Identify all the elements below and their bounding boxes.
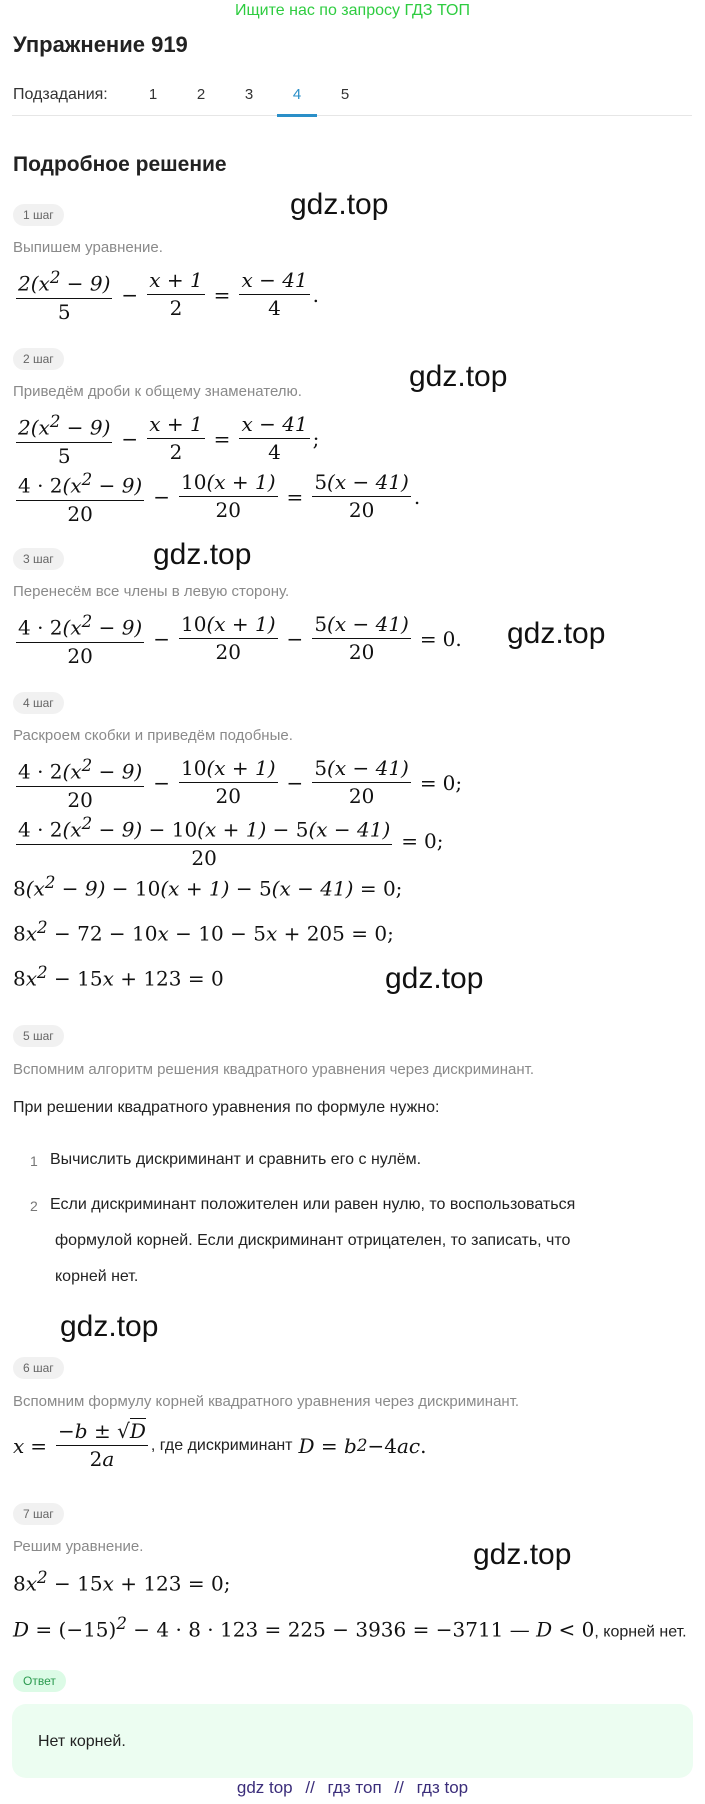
subtask-tab-5[interactable]: 5 bbox=[340, 86, 350, 103]
step-badge: 7 шаг bbox=[13, 1503, 64, 1525]
equation: $8(x^2 - 9) - 10(x + 1) - 5(x - 41) = 0$; bbox=[13, 873, 403, 901]
answer-text: Нет корней. bbox=[38, 1733, 126, 1750]
equation: $\frac{2(x^2 - 9)}{5}$ − $\frac{x + 1}{2}$ = $\frac{x - 41}{4}$ ; bbox=[13, 408, 319, 470]
section-title: Подробное решение bbox=[13, 153, 227, 176]
watermark: gdz.top bbox=[473, 1538, 572, 1571]
equation: $8x^2 - 15x + 123 = 0$ bbox=[13, 963, 224, 991]
list-number: 2 bbox=[30, 1198, 38, 1214]
step-hint: Перенесём все члены в левую сторону. bbox=[13, 583, 290, 600]
list-item-text: корней нет. bbox=[55, 1268, 139, 1285]
watermark: gdz.top bbox=[385, 962, 484, 995]
answer-badge: Ответ bbox=[13, 1670, 66, 1692]
equation: x = $\frac{-b \pm √D}{2a}$ , где дискриминант D = b 2 − 4 ac . bbox=[13, 1419, 427, 1471]
step-hint: Вспомним алгоритм решения квадратного уравнения через дискриминант. bbox=[13, 1061, 535, 1078]
subtask-tab-2[interactable]: 2 bbox=[196, 86, 206, 103]
subtasks-divider bbox=[12, 115, 692, 116]
step-text: При решении квадратного уравнения по формуле нужно: bbox=[13, 1099, 440, 1116]
equation: $D = (-15)^2 - 4 \cdot 8 \cdot 123 = 225 - 3936 = -3711$ — D < 0, корней нет. bbox=[13, 1614, 687, 1642]
inline-text: , где дискриминант bbox=[150, 1436, 293, 1454]
step-badge: 3 шаг bbox=[13, 548, 64, 570]
step-badge: 4 шаг bbox=[13, 692, 64, 714]
list-number: 1 bbox=[30, 1153, 38, 1169]
step-hint: Вспомним формулу корней квадратного уравнения через дискриминант. bbox=[13, 1393, 520, 1410]
active-tab-indicator bbox=[277, 114, 317, 117]
subtask-tab-1[interactable]: 1 bbox=[148, 86, 158, 103]
step-hint: Приведём дроби к общему знаменателю. bbox=[13, 383, 302, 400]
step-hint: Решим уравнение. bbox=[13, 1538, 144, 1555]
equation: $8x^2 - 72 - 10x - 10 - 5x + 205 = 0$; bbox=[13, 918, 394, 946]
step-hint: Выпишем уравнение. bbox=[13, 239, 163, 256]
watermark: gdz.top bbox=[290, 188, 389, 221]
footer-link[interactable]: гдз top bbox=[416, 1778, 469, 1797]
subtasks-label: Подзадания: bbox=[13, 86, 108, 103]
watermark: gdz.top bbox=[507, 617, 606, 650]
step-badge: 2 шаг bbox=[13, 348, 64, 370]
equation: $\frac{2(x^2 - 9)}{5}$ − $\frac{x + 1}{2}$ = $\frac{x - 41}{4}$ . bbox=[13, 264, 319, 326]
list-item-text: Вычислить дискриминант и сравнить его с нулём. bbox=[50, 1151, 422, 1168]
equation: $\frac{4 \cdot 2(x^2 - 9)}{20}$ − $\frac{10(x + 1)}{20}$ = $\frac{5(x - 41)}{20}$ . bbox=[13, 466, 420, 528]
equation: $\frac{4 \cdot 2(x^2 - 9) - 10(x + 1) - 5(x - 41)}{20}$ = 0; bbox=[13, 810, 444, 872]
subtask-tab-4[interactable]: 4 bbox=[292, 86, 302, 103]
subtask-tab-3[interactable]: 3 bbox=[244, 86, 254, 103]
page-title: Упражнение 919 bbox=[13, 32, 188, 57]
step-hint: Раскроем скобки и приведём подобные. bbox=[13, 727, 293, 744]
watermark: gdz.top bbox=[409, 360, 508, 393]
equation: $8x^2 - 15x + 123 = 0$; bbox=[13, 1568, 231, 1596]
watermark: gdz.top bbox=[60, 1310, 159, 1343]
list-item-text: формулой корней. Если дискриминант отрицателен, то записать, что bbox=[55, 1232, 571, 1249]
footer-link[interactable]: гдз топ bbox=[327, 1778, 382, 1797]
footer-links bbox=[0, 1778, 705, 1798]
inline-text: , корней нет. bbox=[594, 1623, 687, 1641]
footer-separator: // bbox=[394, 1778, 404, 1797]
equation: $\frac{4 \cdot 2(x^2 - 9)}{20}$ − $\frac{10(x + 1)}{20}$ − $\frac{5(x - 41)}{20}$ = 0; bbox=[13, 752, 462, 814]
step-badge: 5 шаг bbox=[13, 1025, 64, 1047]
equation: $\frac{4 \cdot 2(x^2 - 9)}{20}$ − $\frac{10(x + 1)}{20}$ − $\frac{5(x - 41)}{20}$ = 0. bbox=[13, 608, 462, 670]
step-badge: 1 шаг bbox=[13, 204, 64, 226]
footer-link[interactable]: gdz top bbox=[236, 1778, 293, 1797]
list-item-text: Если дискриминант положителен или равен нулю, то воспользоваться bbox=[50, 1196, 576, 1213]
watermark: gdz.top bbox=[153, 538, 252, 571]
step-badge: 6 шаг bbox=[13, 1357, 64, 1379]
search-banner: Ищите нас по запросу ГДЗ ТОП bbox=[235, 2, 470, 19]
footer-separator: // bbox=[305, 1778, 315, 1797]
